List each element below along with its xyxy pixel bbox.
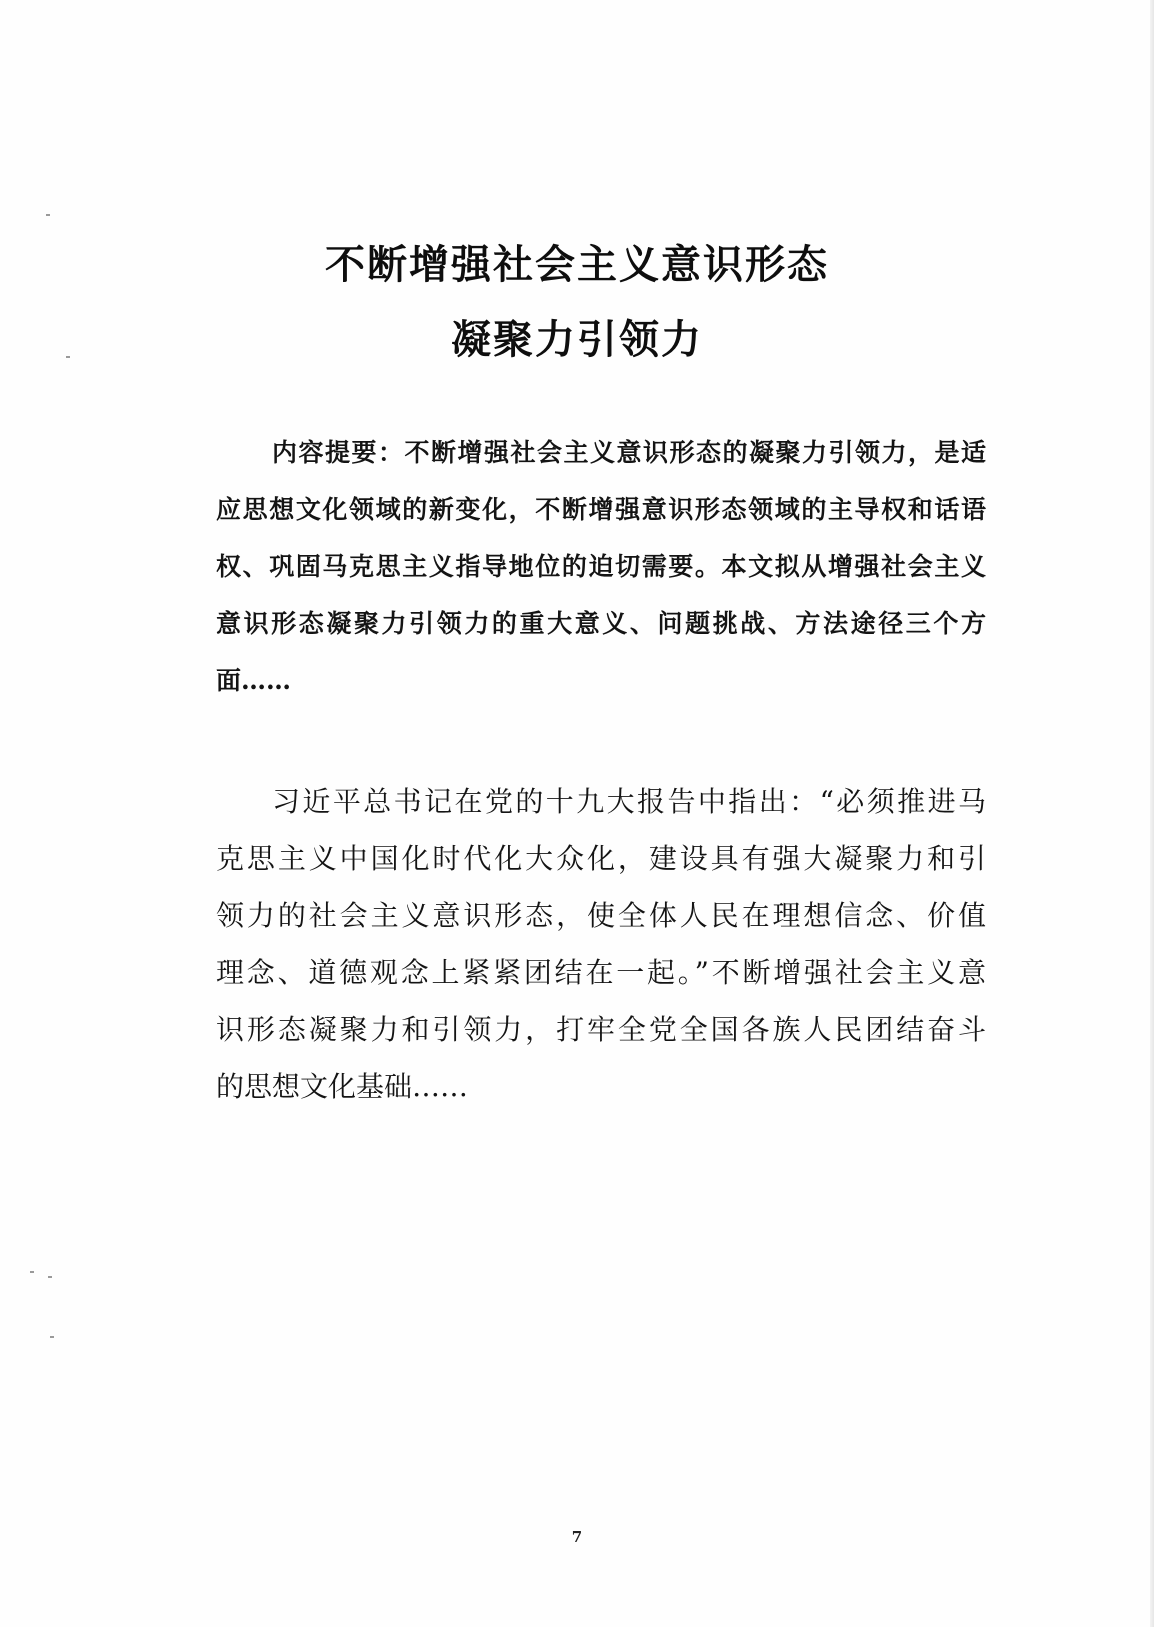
scan-edge	[1150, 0, 1154, 1627]
body-paragraph	[216, 773, 986, 1115]
body-line: 的思想文化基础……	[216, 1070, 469, 1103]
body-line: 克思主义中国化时代化大众化，建设具有强大凝聚力和引	[216, 842, 986, 875]
body-line: 识形态凝聚力和引领力，打牢全党全国各族人民团结奋斗	[216, 1013, 986, 1046]
abstract	[216, 424, 986, 709]
scan-speck	[66, 356, 70, 358]
page-number: 7	[571, 1528, 583, 1546]
body-line: 习近平总书记在党的十九大报告中指出：“必须推进马	[272, 785, 986, 818]
scan-speck	[48, 1276, 52, 1278]
abstract-line: 意识形态凝聚力引领力的重大意义、问题挑战、方法途径三个方	[216, 609, 986, 638]
abstract-line: 应思想文化领域的新变化，不断增强意识形态领域的主导权和话语	[216, 495, 986, 524]
abstract-line: 面……	[216, 666, 292, 695]
page-title-line-2: 凝聚力引领力	[451, 317, 703, 363]
page-title-line-1: 不断增强社会主义意识形态	[325, 242, 829, 288]
scan-speck	[50, 1336, 54, 1338]
abstract-line: 内容提要：不断增强社会主义意识形态的凝聚力引领力，是适	[272, 438, 986, 467]
body-line: 领力的社会主义意识形态，使全体人民在理想信念、价值	[216, 899, 986, 932]
body-line: 理念、道德观念上紧紧团结在一起。”不断增强社会主义意	[216, 956, 986, 989]
scan-speck	[30, 1271, 34, 1273]
scan-speck	[46, 214, 50, 216]
abstract-line: 权、巩固马克思主义指导地位的迫切需要。本文拟从增强社会主义	[216, 552, 986, 581]
